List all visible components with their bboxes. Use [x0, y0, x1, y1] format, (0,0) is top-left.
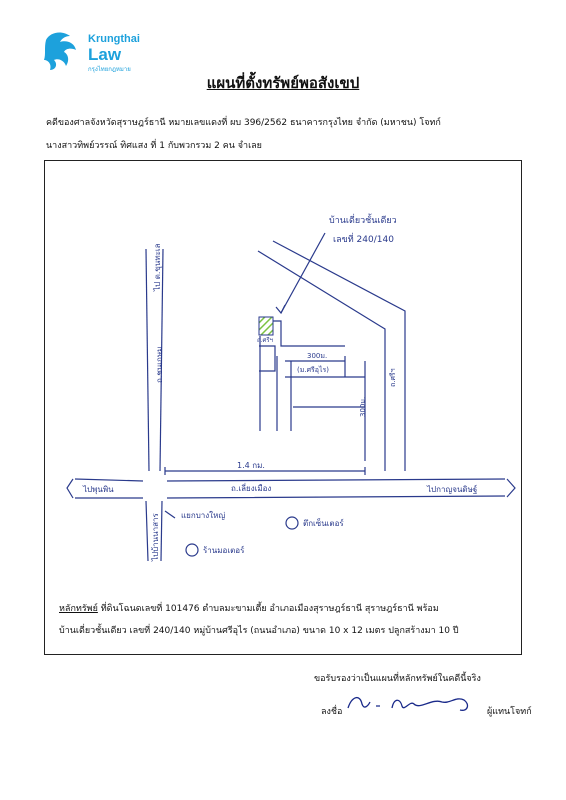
house-label-2: เลขที่ 240/140 — [333, 235, 394, 245]
logo-name: Krungthai — [88, 33, 140, 45]
bird-icon — [40, 30, 80, 72]
house-label-1: บ้านเดี่ยวชั้นเดียว — [329, 216, 397, 226]
dist-300-v-label: 300ม. — [359, 396, 367, 417]
property-marker — [259, 317, 273, 335]
road-main-2 — [75, 496, 505, 498]
property-desc-prefix: หลักทรัพย์ — [59, 604, 98, 614]
landmark-circle-2 — [186, 544, 198, 556]
go-right-label: ไปกาญจนดิษฐ์ — [427, 485, 478, 494]
property-desc-2: บ้านเดี่ยวชั้นเดียว เลขที่ 240/140 หมู่บ้านศรีอุไร (ถนนอำเภอ) ขนาด 10 x 12 เมตร ปลูกสร้างมา 10 ปี — [59, 626, 459, 636]
go-left-label: ไปพุนพิน — [83, 485, 114, 494]
handwritten-signature — [340, 690, 480, 716]
logo-thai: กรุงไทยกฎหมาย — [88, 66, 131, 73]
property-desc-1 — [59, 601, 439, 615]
road-left-vertical — [146, 249, 149, 471]
landmark-circle-1 — [286, 517, 298, 529]
road-east-label: ถ.ศรีฯ — [389, 368, 397, 387]
road-left-label: ถ.ชนเกษม — [155, 346, 164, 383]
road-main — [75, 479, 505, 481]
certify-text: ขอรับรองว่าเป็นแผนที่หลักทรัพย์ในคดีนี้จริง — [314, 674, 481, 684]
case-line-1: คดีของศาลจังหวัดสุราษฎร์ธานี หมายเลขแดงที่ ผบ 396/2562 ธนาคารกรุงไทย จำกัด (มหาชน) โจทก์ — [46, 118, 441, 128]
sign-prefix: ลงชื่อ — [321, 707, 343, 717]
road-sri-label: (ม.ศรีอุไร) — [297, 366, 329, 374]
road-bottom-vertical — [146, 501, 148, 561]
road-top-left-label: ไป ต.ขุนทะเล — [153, 243, 162, 291]
case-line-2: นางสาวทิพย์วรรณ์ ทิศแสง ที่ 1 กับพวกรวม 2 คน จำเลย — [46, 141, 262, 151]
page-title: แผนที่ตั้งทรัพย์พอสังเขป — [206, 74, 360, 92]
go-bottom-label: ไปบ้านนาสาร — [151, 513, 160, 561]
location-map — [45, 161, 523, 656]
landmark-1-label: แยกบางใหญ่ — [181, 511, 226, 520]
landmark-3-label: ร้านมอเตอร์ — [203, 546, 245, 555]
road-main-label: ถ.เลี่ยงเมือง — [231, 484, 272, 493]
logo-law: Law — [88, 45, 122, 64]
sign-role: ผู้แทนโจทก์ — [487, 707, 532, 717]
landmark-2-label: ตึกเซ็นเตอร์ — [303, 519, 344, 528]
dist-14-label: 1.4 กม. — [237, 461, 265, 470]
road-short-label: ถ.ศรีฯ — [257, 337, 273, 344]
dist-300-h-label: 300ม. — [307, 352, 328, 360]
map-frame — [44, 160, 522, 655]
property-desc-1-text: ที่ดินโฉนดเลขที่ 101476 ตำบลมะขามเตี้ย อำเภอเมืองสุราษฎร์ธานี สุราษฎร์ธานี พร้อม — [97, 604, 439, 614]
